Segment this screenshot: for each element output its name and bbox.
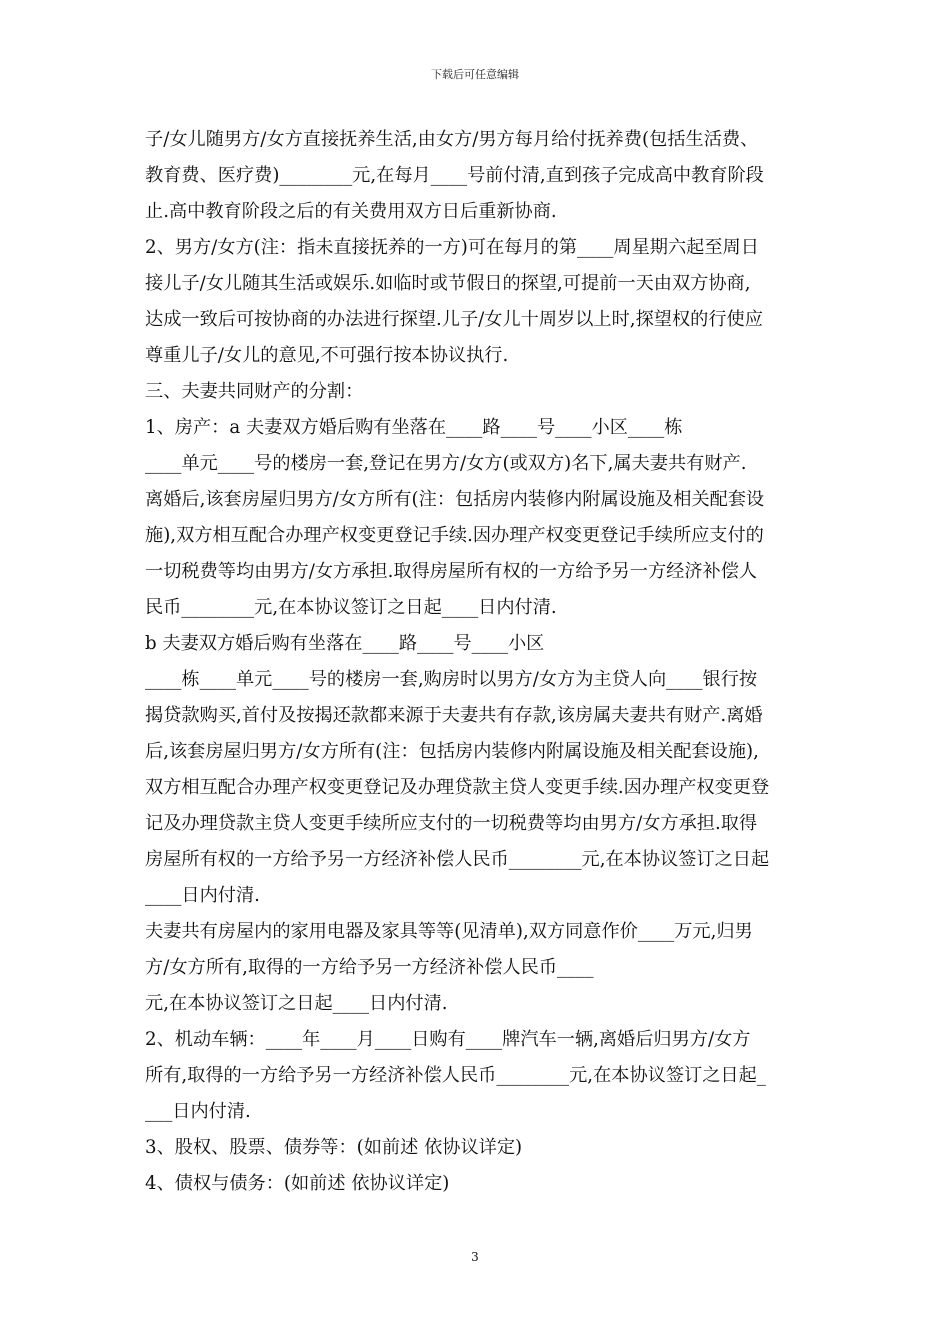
- text-line: ____日内付清.: [145, 885, 260, 906]
- text-line: 民币________元,在本协议签订之日起____日内付清.: [145, 597, 557, 618]
- text-line: 夫妻共有房屋内的家用电器及家具等等(见清单),双方同意作价____万元,归男: [145, 921, 753, 942]
- text-line: 2、男方/女方(注：指未直接抚养的一方)可在每月的第____周星期六起至周日: [145, 237, 759, 258]
- text-line: 记及办理贷款主贷人变更手续所应支付的一切税费等均由男方/女方承担.取得: [145, 813, 758, 834]
- text-line: 子/女儿随男方/女方直接抚养生活,由女方/男方每月给付抚养费(包括生活费、: [145, 129, 759, 150]
- text-line: 揭贷款购买,首付及按揭还款都来源于夫妻共有存款,该房属夫妻共有财产.离婚: [145, 705, 763, 726]
- text-line: ____单元____号的楼房一套,登记在男方/女方(或双方)名下,属夫妻共有财产.: [145, 453, 747, 474]
- text-line: 尊重儿子/女儿的意见,不可强行按本协议执行.: [145, 345, 509, 366]
- page-number: 3: [471, 1250, 479, 1264]
- text-line: 2、机动车辆：____年____月____日购有____牌汽车一辆,离婚后归男方/女方: [145, 1029, 751, 1050]
- text-line: 双方相互配合办理产权变更登记及办理贷款主贷人变更手续.因办理产权变更登: [145, 777, 770, 798]
- text-line: ___日内付清.: [145, 1101, 251, 1122]
- text-line: 离婚后,该套房屋归男方/女方所有(注：包括房内装修内附属设施及相关配套设: [145, 489, 765, 510]
- text-line: 教育费、医疗费)________元,在每月____号前付清,直到孩子完成高中教育阶段: [145, 165, 764, 186]
- text-line: 接儿子/女儿随其生活或娱乐.如临时或节假日的探望,可提前一天由双方协商,: [145, 273, 751, 294]
- text-line: 1、房产：a 夫妻双方婚后购有坐落在____路____号____小区____栋: [145, 417, 683, 438]
- text-line: 方/女方所有,取得的一方给予另一方经济补偿人民币____: [145, 957, 594, 978]
- text-line: 后,该套房屋归男方/女方所有(注：包括房内装修内附属设施及相关配套设施),: [145, 741, 759, 762]
- text-line: 4、债权与债务：(如前述 依协议详定): [145, 1173, 450, 1194]
- text-line: ____栋____单元____号的楼房一套,购房时以男方/女方为主贷人向____银行按: [145, 669, 758, 690]
- text-line: 施),双方相互配合办理产权变更登记手续.因办理产权变更登记手续所应支付的: [145, 525, 764, 546]
- text-line: 所有,取得的一方给予另一方经济补偿人民币________元,在本协议签订之日起_: [145, 1065, 766, 1086]
- section-heading: 三、夫妻共同财产的分割：: [145, 381, 364, 402]
- text-line: 止.高中教育阶段之后的有关费用双方日后重新协商.: [145, 201, 557, 222]
- text-line: 达成一致后可按协商的办法进行探望.儿子/女儿十周岁以上时,探望权的行使应: [145, 309, 763, 330]
- text-line: 3、股权、股票、债券等：(如前述 依协议详定): [145, 1137, 523, 1158]
- text-line: 一切税费等均由男方/女方承担.取得房屋所有权的一方给予另一方经济补偿人: [145, 561, 758, 582]
- text-line: 房屋所有权的一方给予另一方经济补偿人民币________元,在本协议签订之日起: [145, 849, 770, 870]
- text-line: 元,在本协议签订之日起____日内付清.: [145, 993, 448, 1014]
- header-note: 下载后可任意编辑: [431, 68, 519, 81]
- text-line: b 夫妻双方婚后购有坐落在____路____号____小区: [145, 633, 545, 654]
